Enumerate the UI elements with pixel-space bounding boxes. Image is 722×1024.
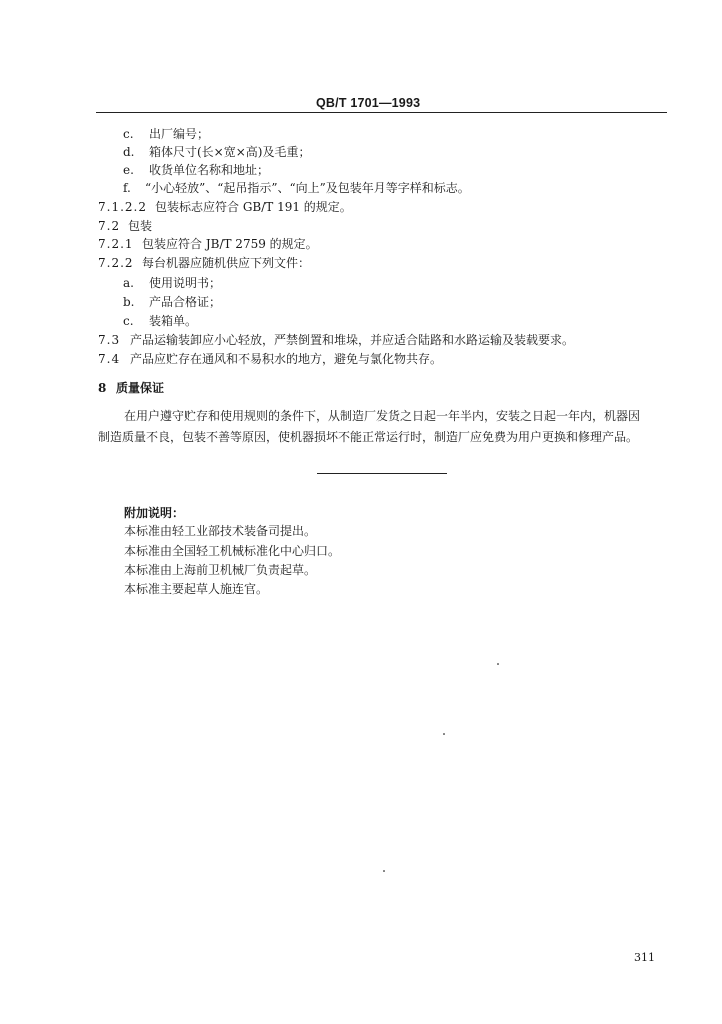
section-8-paragraph-line-2: 制造质量不良，包装不善等原因，使机器损坏不能正常运行时，制造厂应免费为用户更换和修理产品。 <box>98 430 639 444</box>
notes-line: 本标准主要起草人施连官。 <box>124 582 269 596</box>
clause-text: 包装应符合 JB/T 2759 的规定。 <box>142 237 318 251</box>
item-label: c. <box>123 127 134 141</box>
header-rule <box>96 112 667 113</box>
marking-item <box>123 163 269 177</box>
clause-7-2 <box>98 219 152 233</box>
item-text: 使用说明书； <box>149 276 222 290</box>
item-text: “小心轻放”、“起吊指示”、“向上”及包装年月等字样和标志。 <box>145 181 470 195</box>
item-text: 产品合格证； <box>149 295 222 309</box>
section-title: 质量保证 <box>116 381 165 395</box>
clause-7-4 <box>98 352 442 366</box>
scan-speck <box>383 870 385 872</box>
marking-item <box>123 181 470 195</box>
section-8-heading <box>98 381 164 395</box>
clause-number: 7.4 <box>98 352 121 366</box>
section-8-paragraph-line-1: 在用户遵守贮存和使用规则的条件下，从制造厂发货之日起一年半内，安装之日起一年内，机器因 <box>124 409 641 423</box>
item-label: e. <box>123 163 134 177</box>
page-number: 311 <box>634 951 655 964</box>
item-label: f. <box>123 181 131 195</box>
clause-7-1-2-2 <box>98 200 352 214</box>
marking-item <box>123 145 310 159</box>
document-item <box>123 314 197 328</box>
notes-title: 附加说明： <box>124 506 185 520</box>
clause-text: 每台机器应随机供应下列文件： <box>142 256 311 270</box>
item-label: d. <box>123 145 135 159</box>
clause-number: 7.2.1 <box>98 237 134 251</box>
notes-line: 本标准由轻工业部技术装备司提出。 <box>124 524 317 538</box>
item-text: 收货单位名称和地址； <box>149 163 270 177</box>
clause-number: 7.1.2.2 <box>98 200 147 214</box>
scan-speck <box>497 663 499 665</box>
clause-number: 7.2.2 <box>98 256 134 270</box>
scan-speck <box>443 733 445 735</box>
item-label: c. <box>123 314 134 328</box>
document-item <box>123 295 221 309</box>
notes-line: 本标准由全国轻工机械标准化中心归口。 <box>124 544 341 558</box>
item-label: b. <box>123 295 135 309</box>
clause-text: 包装 <box>128 219 153 233</box>
clause-number: 7.3 <box>98 333 121 347</box>
marking-item <box>123 127 209 141</box>
section-number: 8 <box>98 381 107 395</box>
clause-7-3 <box>98 333 574 347</box>
standard-code-header: QB/T 1701—1993 <box>316 96 421 110</box>
item-text: 箱体尺寸(长×宽×高)及毛重； <box>149 145 311 159</box>
item-text: 装箱单。 <box>149 314 198 328</box>
clause-text: 产品应贮存在通风和不易积水的地方，避免与氯化物共存。 <box>130 352 443 366</box>
notes-line: 本标准由上海前卫机械厂负责起草。 <box>124 563 317 577</box>
item-text: 出厂编号； <box>149 127 210 141</box>
end-separator-line <box>317 473 447 474</box>
clause-text: 包装标志应符合 GB/T 191 的规定。 <box>155 200 352 214</box>
document-item <box>123 276 221 290</box>
clause-7-2-2 <box>98 256 310 270</box>
clause-number: 7.2 <box>98 219 121 233</box>
clause-7-2-1 <box>98 237 318 251</box>
item-label: a. <box>123 276 134 290</box>
clause-text: 产品运输装卸应小心轻放，严禁倒置和堆垛，并应适合陆路和水路运输及装载要求。 <box>130 333 575 347</box>
